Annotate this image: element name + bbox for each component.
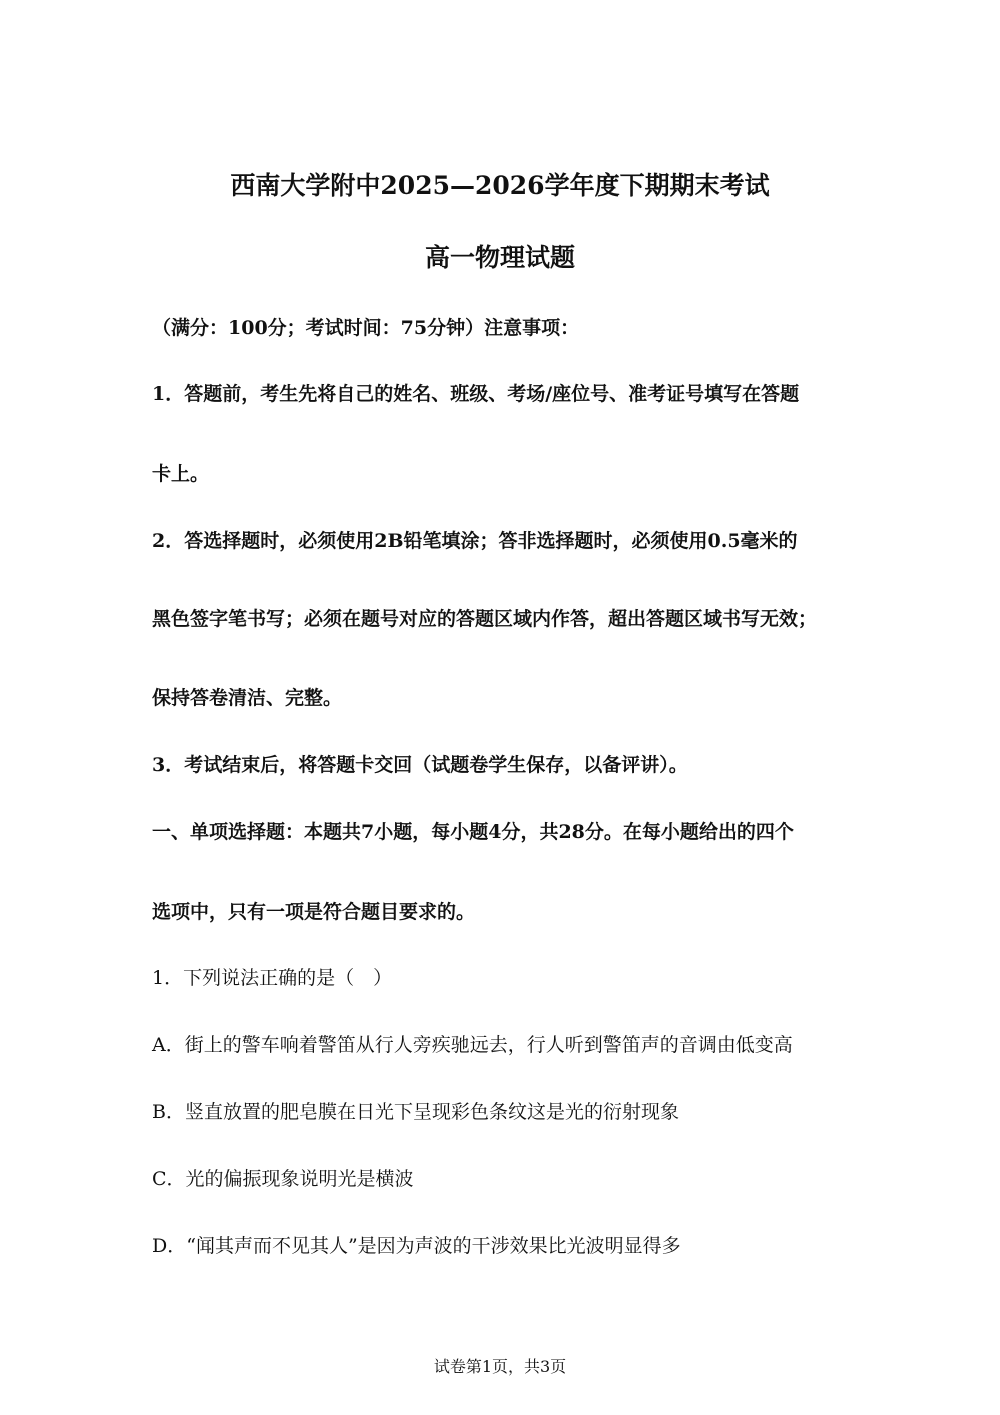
notice-item-2-line-3: 保持答卷清洁、完整。: [152, 687, 343, 709]
notice-item-3: 3．考试结束后，将答题卡交回（试题卷学生保存，以备评讲）。: [152, 754, 688, 776]
exam-title: 西南大学附中2025—2026学年度下期期末考试: [230, 171, 770, 200]
notice-item-1-line-2: 卡上。: [152, 463, 210, 485]
section-heading-line-1: 一、单项选择题：本题共7小题，每小题4分，共28分。在每小题给出的四个: [152, 821, 794, 843]
notice-item-2-line-1: 2．答选择题时，必须使用2B铅笔填涂；答非选择题时，必须使用0.5毫米的: [152, 530, 798, 552]
question-1-option-c: C．光的偏振现象说明光是横波: [152, 1168, 414, 1190]
notice-intro: （满分：100分；考试时间：75分钟）注意事项：: [152, 317, 580, 339]
question-1-option-a: A．街上的警车响着警笛从行人旁疾驰远去，行人听到警笛声的音调由低变高: [152, 1034, 793, 1056]
exam-subtitle: 高一物理试题: [424, 243, 575, 272]
notice-item-2-line-2: 黑色签字笔书写；必须在题号对应的答题区域内作答，超出答题区域书写无效；: [152, 608, 818, 630]
page-footer: 试卷第1页，共3页: [433, 1357, 567, 1376]
question-1-stem: 1．下列说法正确的是（ ）: [152, 967, 393, 989]
question-1-option-b: B．竖直放置的肥皂膜在日光下呈现彩色条纹这是光的衍射现象: [152, 1101, 679, 1123]
section-heading-line-2: 选项中，只有一项是符合题目要求的。: [152, 901, 476, 923]
question-1-option-d: D．“闻其声而不见其人”是因为声波的干涉效果比光波明显得多: [152, 1235, 681, 1257]
notice-item-1-line-1: 1．答题前，考生先将自己的姓名、班级、考场/座位号、准考证号填写在答题: [152, 383, 800, 405]
